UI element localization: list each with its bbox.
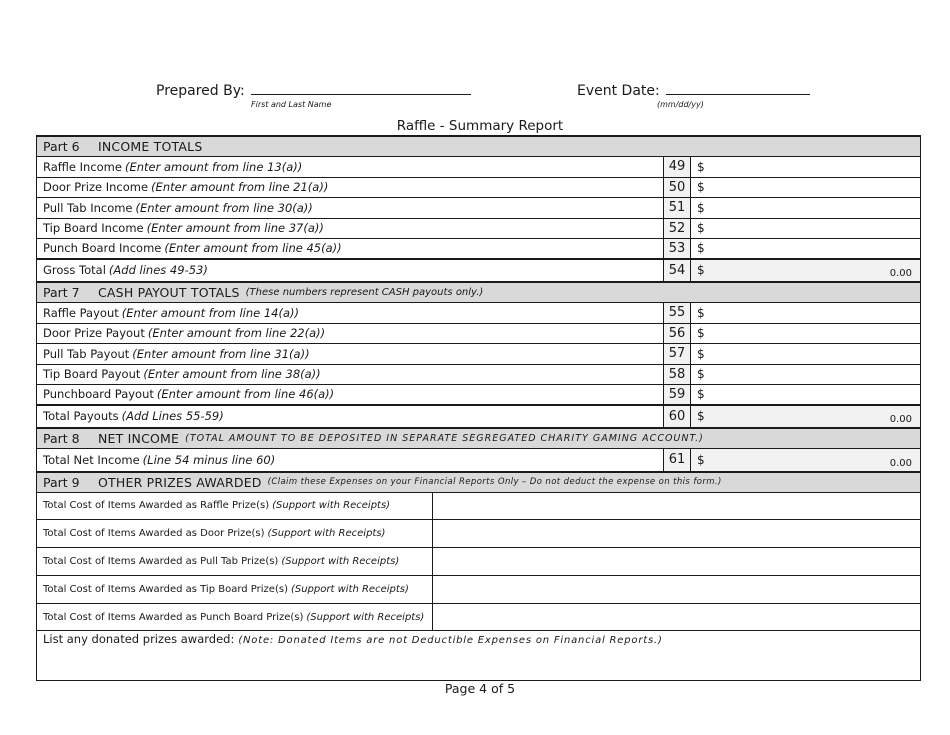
section-title: INCOME TOTALS <box>98 139 203 154</box>
prepared-by-label: Prepared By: <box>156 83 245 99</box>
income-total-row <box>37 260 920 282</box>
line-number: 59 <box>664 385 691 404</box>
amount-input[interactable]: $ <box>697 200 705 215</box>
income-row <box>37 178 920 199</box>
event-date-field <box>577 83 810 109</box>
prize-amount-input[interactable] <box>433 493 920 520</box>
payout-total-row <box>37 406 920 428</box>
line-number: 60 <box>664 406 691 428</box>
row-label: Door Prize Payout (Enter amount from line 22(a)) <box>37 324 664 344</box>
amount-input[interactable]: $ <box>697 159 705 174</box>
amount-input[interactable]: $ <box>697 326 705 341</box>
prize-row <box>37 520 920 548</box>
prize-amount-input[interactable] <box>433 520 920 547</box>
row-label: Total Cost of Items Awarded as Door Prize(s) (Support with Receipts) <box>37 520 433 547</box>
donated-prizes-label: List any donated prizes awarded: <box>43 632 235 647</box>
income-row <box>37 157 920 178</box>
prepared-by-input[interactable] <box>251 83 471 95</box>
row-label: Tip Board Payout (Enter amount from line 38(a)) <box>37 365 664 385</box>
row-label: Door Prize Income (Enter amount from line 21(a)) <box>37 178 664 198</box>
row-label: Gross Total (Add lines 49-53) <box>37 260 664 282</box>
row-label: Pull Tab Income (Enter amount from line 30(a)) <box>37 198 664 218</box>
net-income-amount: $ 0.00 <box>691 449 920 471</box>
amount-input[interactable]: $ <box>697 180 705 195</box>
part-number: Part 9 <box>43 474 80 490</box>
payout-row <box>37 344 920 365</box>
prepared-by-field <box>156 83 471 109</box>
prize-row <box>37 604 920 632</box>
part-number: Part 7 <box>43 285 80 300</box>
amount-input[interactable]: $ <box>697 305 705 320</box>
amount-input[interactable]: $ <box>697 367 705 382</box>
net-income-row <box>37 449 920 471</box>
line-number: 54 <box>664 260 691 282</box>
total-payouts-amount: $ 0.00 <box>691 406 920 428</box>
row-label: Pull Tab Payout (Enter amount from line 31(a)) <box>37 344 664 364</box>
donated-prizes-field[interactable] <box>37 631 920 681</box>
page-number: Page 4 of 5 <box>444 681 516 696</box>
section-header-part9 <box>37 471 920 493</box>
section-header-part8 <box>37 427 920 449</box>
prize-row <box>37 493 920 521</box>
payout-row <box>37 324 920 345</box>
prize-amount-input[interactable] <box>433 576 920 603</box>
payout-row <box>37 385 920 406</box>
row-label: Total Cost of Items Awarded as Tip Board Prize(s) (Support with Receipts) <box>37 576 433 603</box>
row-label: Total Payouts (Add Lines 55-59) <box>37 406 664 428</box>
prepared-by-hint: First and Last Name <box>251 100 332 109</box>
section-note: (Claim these Expenses on your Financial Reports Only – Do not deduct the expense on this form.) <box>267 477 722 487</box>
prize-amount-input[interactable] <box>433 604 920 631</box>
prize-row <box>37 548 920 576</box>
line-number: 55 <box>664 303 691 323</box>
amount-input[interactable]: $ <box>697 241 705 256</box>
event-date-hint: (mm/dd/yy) <box>657 100 704 109</box>
income-row <box>37 219 920 240</box>
line-number: 58 <box>664 365 691 385</box>
event-date-label: Event Date: <box>577 83 660 99</box>
amount-input[interactable]: $ <box>697 346 705 361</box>
income-row <box>37 239 920 260</box>
section-title: CASH PAYOUT TOTALS <box>98 285 240 300</box>
row-label: Total Cost of Items Awarded as Punch Board Prize(s) (Support with Receipts) <box>37 604 433 631</box>
amount-input[interactable]: $ <box>697 221 705 236</box>
line-number: 53 <box>664 239 691 258</box>
section-header-part7 <box>37 281 920 303</box>
row-label: Total Cost of Items Awarded as Raffle Prize(s) (Support with Receipts) <box>37 493 433 520</box>
gross-total-amount: $ 0.00 <box>691 260 920 282</box>
line-number: 51 <box>664 198 691 218</box>
donated-prizes-note: (Note: Donated Items are not Deductible Expenses on Financial Reports.) <box>238 635 663 647</box>
line-number: 57 <box>664 344 691 364</box>
payout-row <box>37 365 920 386</box>
row-label: Total Net Income (Line 54 minus line 60) <box>37 449 664 471</box>
income-row <box>37 198 920 219</box>
payout-row <box>37 303 920 324</box>
section-title: OTHER PRIZES AWARDED <box>98 474 262 490</box>
row-label: Raffle Payout (Enter amount from line 14(a)) <box>37 303 664 323</box>
summary-form <box>36 135 921 681</box>
section-header-part6 <box>37 135 920 157</box>
event-date-input[interactable] <box>666 83 810 95</box>
line-number: 61 <box>664 449 691 471</box>
row-label: Total Cost of Items Awarded as Pull Tab Prize(s) (Support with Receipts) <box>37 548 433 575</box>
row-label: Tip Board Income (Enter amount from line 37(a)) <box>37 219 664 239</box>
line-number: 50 <box>664 178 691 198</box>
page-title: Raffle - Summary Report <box>396 118 564 134</box>
line-number: 49 <box>664 157 691 177</box>
part-number: Part 8 <box>43 431 80 446</box>
row-label: Raffle Income (Enter amount from line 13(a)) <box>37 157 664 177</box>
row-label: Punchboard Payout (Enter amount from line 46(a)) <box>37 385 664 404</box>
row-label: Punch Board Income (Enter amount from line 45(a)) <box>37 239 664 258</box>
prize-row <box>37 576 920 604</box>
part-number: Part 6 <box>43 139 80 154</box>
section-note: (These numbers represent CASH payouts only.) <box>245 287 484 298</box>
prize-amount-input[interactable] <box>433 548 920 575</box>
line-number: 52 <box>664 219 691 239</box>
section-title: NET INCOME <box>98 431 180 446</box>
section-note: (TOTAL AMOUNT TO BE DEPOSITED IN SEPARATE SEGREGATED CHARITY GAMING ACCOUNT.) <box>185 433 704 444</box>
amount-input[interactable]: $ <box>697 387 705 402</box>
line-number: 56 <box>664 324 691 344</box>
